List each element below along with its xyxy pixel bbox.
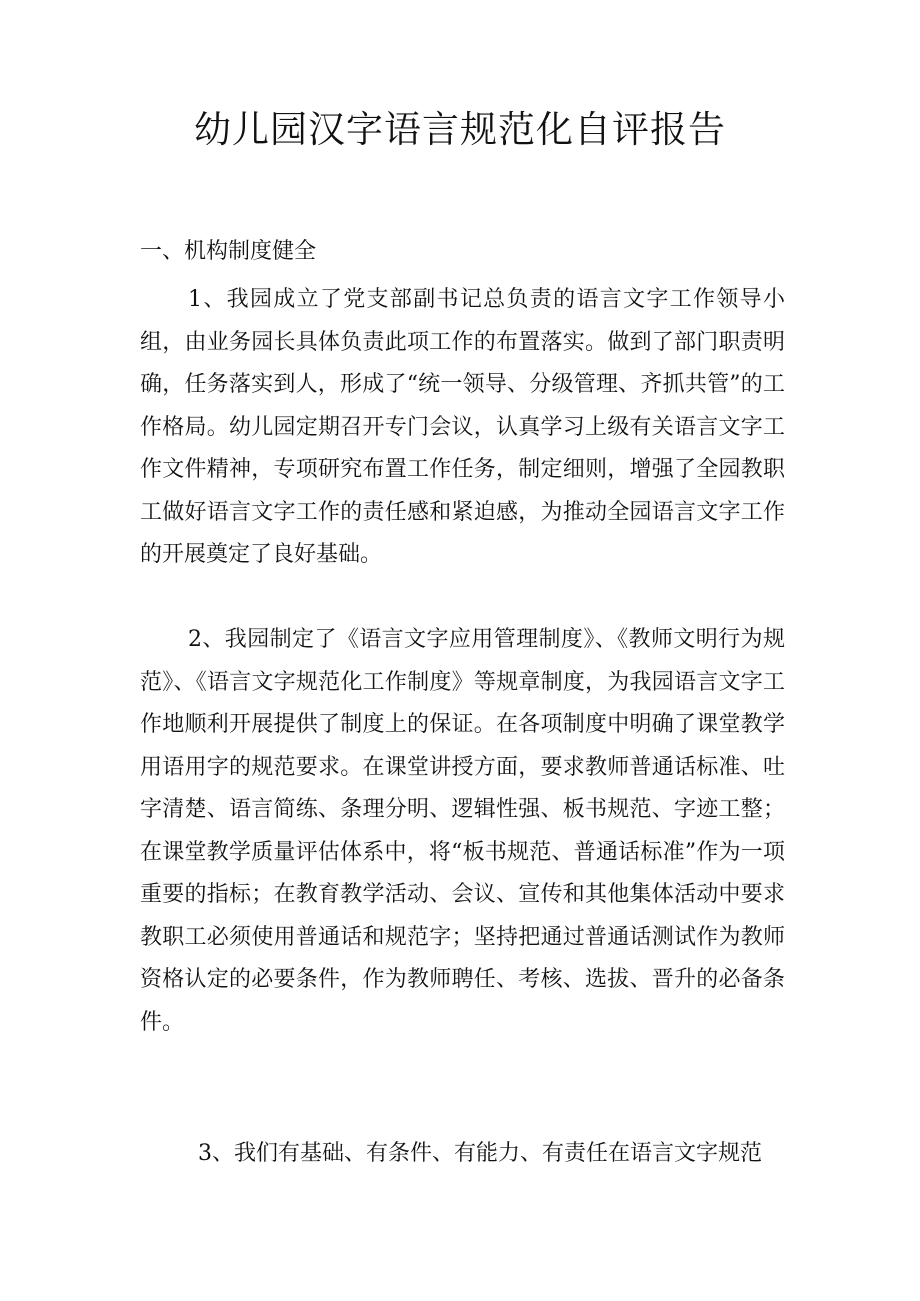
document-title: 幼儿园汉字语言规范化自评报告	[194, 108, 726, 151]
paragraph-3: 3、我们有基础、有条件、有能力、有责任在语言文字规范	[198, 1141, 762, 1166]
paragraph-2: 2、我园制定了《语言文字应用管理制度》、《教师文明行为规范》、《语言文字规范化工作制度》等规章制度，为我园语言文字工作地顺利开展提供了制度上的保证。在各项制度中明确了课堂教学用语用字的规范要求。在课堂讲授方面，要求教师普通话标准、吐字清楚、语言简练、条理分明、逻辑性强、板书规范、字迹工整；在课堂教学质量评估体系中，将“板书规范、普通话标准”作为一项重要的指标；在教育教学活动、会议、宣传和其他集体活动中要求教职工必须使用普通话和规范字；坚持把通过普通话测试作为教师资格认定的必要条件，作为教师聘任、考核、选拔、晋升的必备条件。	[140, 627, 785, 1035]
paragraph-1: 1、我园成立了党支部副书记总负责的语言文字工作领导小组，由业务园长具体负责此项工作的布置落实。做到了部门职责明确，任务落实到人，形成了“统一领导、分级管理、齐抓共管”的工作格局。幼儿园定期召开专门会议，认真学习上级有关语言文字工作文件精神，专项研究布置工作任务，制定细则，增强了全园教职工做好语言文字工作的责任感和紧迫感，为推动全园语言文字工作的开展奠定了良好基础。	[140, 287, 785, 567]
section-heading: 一、机构制度健全	[140, 239, 317, 264]
